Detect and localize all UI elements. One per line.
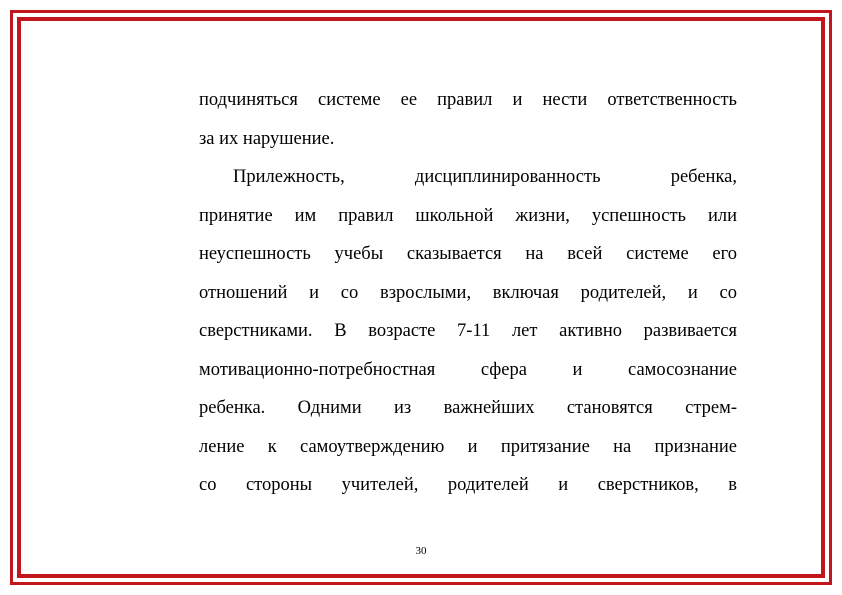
- text-line: подчиняться системе ее правил и нести ответственность: [199, 90, 737, 110]
- text-line: принятие им правил школьной жизни, успешность или: [199, 205, 737, 226]
- text-line: за их нарушение.: [199, 128, 335, 149]
- text-line: Прилежность, дисциплинированность ребенка,: [233, 167, 737, 187]
- text-line: ление к самоутверждению и притязание на признание: [199, 436, 737, 457]
- text-line: неуспешность учебы сказывается на всей системе его: [199, 244, 737, 264]
- text-line: мотивационно-потребностная сфера и самосознание: [199, 359, 737, 380]
- page-number: 30: [415, 545, 427, 557]
- body-text: [199, 86, 737, 510]
- text-line: отношений и со взрослыми, включая родителей, и со: [199, 282, 737, 303]
- text-line: сверстниками. В возрасте 7-11 лет активно развивается: [199, 321, 737, 341]
- text-line: со стороны учителей, родителей и сверстников, в: [199, 475, 737, 495]
- text-line: ребенка. Одними из важнейших становятся стрем-: [199, 398, 737, 418]
